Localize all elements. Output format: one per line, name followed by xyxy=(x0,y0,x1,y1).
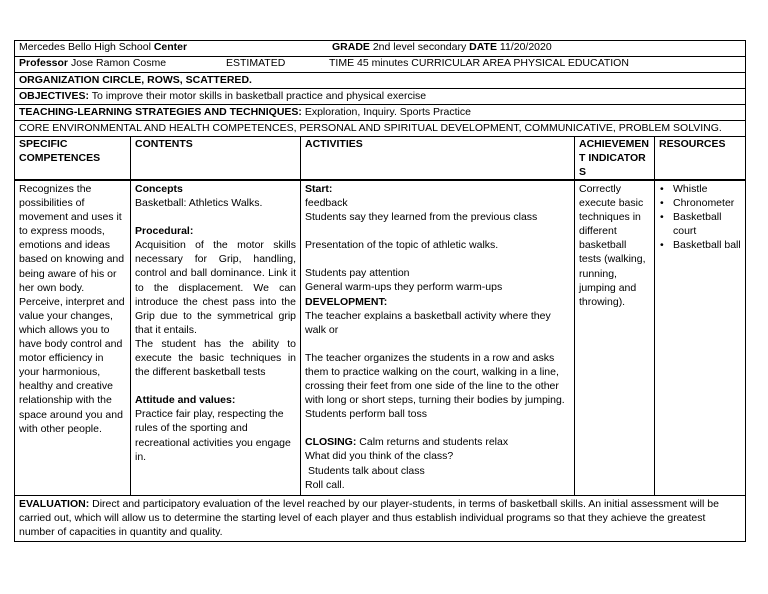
content-row xyxy=(15,181,745,496)
grade-value: 2nd level secondary xyxy=(372,41,467,53)
organization-text: ORGANIZATION CIRCLE, ROWS, SCATTERED. xyxy=(19,74,252,86)
question-text: What did you think of the class? xyxy=(305,450,454,463)
development-label: DEVELOPMENT: xyxy=(305,295,388,308)
objectives-text: To improve their motor skills in basketball practice and physical exercise xyxy=(91,90,427,102)
date-label: DATE xyxy=(469,41,497,53)
evaluation-label: EVALUATION: xyxy=(19,497,90,510)
strategies-text: Exploration, Inquiry. Sports Practice xyxy=(304,106,471,118)
resource-item: • Basketball court xyxy=(671,210,741,238)
header-row-school xyxy=(15,41,745,57)
presentation-text: Presentation of the topic of athletic walks. xyxy=(305,239,499,252)
attitude-text: Practice fair play, respecting the rules of the sporting and recreational activities you engage in. xyxy=(135,408,291,463)
feedback-text: feedback xyxy=(305,197,348,210)
competences-cell xyxy=(15,181,131,495)
warmup-text: General warm-ups they perform warm-ups xyxy=(305,281,503,294)
lesson-plan-table xyxy=(14,40,746,542)
professor-cell xyxy=(19,57,166,70)
explains-text: The teacher explains a basketball activity where they walk or xyxy=(305,309,551,336)
col-header-achievement: ACHIEVEMEN T INDICATORS xyxy=(575,137,655,180)
school-name: Mercedes Bello High School xyxy=(19,41,151,53)
strategies-row xyxy=(15,105,745,121)
contents-cell xyxy=(131,181,301,495)
center-label: Center xyxy=(153,41,188,53)
ability-text: The student has the ability to execute the basic techniques in the different basketball tests xyxy=(135,337,296,379)
rollcall-text: Roll call. xyxy=(305,478,345,491)
closing-label: CLOSING: xyxy=(305,436,357,449)
organization-row xyxy=(15,73,745,89)
column-header-row xyxy=(15,137,745,181)
start-label: Start: xyxy=(305,183,333,195)
competences-text: Recognizes the possibilities of movement and uses it to express moods, emotions and ideas based on knowing and being aware of his or her own body. Perceive, interpret and value your changes, which allows you to have body control and motor efficiency in your harmonious, healthy and creative relationship with the space around you and with other people. xyxy=(19,183,125,435)
previous-class-text: Students say they learned from the previous class xyxy=(305,211,538,224)
estimated-label: ESTIMATED xyxy=(226,57,286,69)
resource-item: • Basketball ball xyxy=(671,238,741,252)
col-header-resources: RESOURCES xyxy=(655,137,745,180)
professor-name: Jose Ramon Cosme xyxy=(70,57,167,69)
school-cell xyxy=(19,41,187,54)
core-competences-row xyxy=(15,121,745,137)
resources-cell xyxy=(655,181,745,495)
resources-list xyxy=(659,182,741,252)
objectives-row xyxy=(15,89,745,105)
strategies-label: TEACHING-LEARNING STRATEGIES AND TECHNIQUES: xyxy=(19,106,302,118)
ball-toss-text: Students perform ball toss xyxy=(305,408,427,421)
resource-item: • Whistle xyxy=(671,182,741,196)
evaluation-row xyxy=(15,496,745,541)
date-value: 11/20/2020 xyxy=(499,41,552,53)
professor-label: Professor xyxy=(19,57,69,69)
achievement-text: Correctly execute basic techniques in different basketball tests (walking, running, jumping and throwing). xyxy=(579,183,646,308)
talk-text: Students talk about class xyxy=(308,464,425,477)
activities-cell xyxy=(301,181,575,495)
time-area-text: TIME 45 minutes CURRICULAR AREA PHYSICAL EDUCATION xyxy=(329,57,629,69)
concepts-text: Basketball: Athletics Walks. xyxy=(135,197,263,210)
procedural-text: Acquisition of the motor skills necessary for Grip, handling, control and ball dominance. Link it to the displacement. We can introduce the chest pass into the Grip due to the symmetrical grip that it entails. xyxy=(135,239,296,336)
grade-date-cell xyxy=(332,41,552,54)
procedural-label: Procedural: xyxy=(135,225,194,238)
closing-text: Calm returns and students relax xyxy=(359,436,509,449)
col-header-competences: SPECIFIC COMPETENCES xyxy=(15,137,131,180)
objectives-label: OBJECTIVES: xyxy=(19,90,90,102)
core-competences-text: CORE ENVIRONMENTAL AND HEALTH COMPETENCES, PERSONAL AND SPIRITUAL DEVELOPMENT, COMMUNICATIVE, PROBLEM SOLVING. xyxy=(19,122,722,134)
grade-label: GRADE xyxy=(332,41,370,53)
col-header-activities: ACTIVITIES xyxy=(301,137,575,180)
concepts-label: Concepts xyxy=(135,183,183,195)
col-header-contents: CONTENTS xyxy=(131,137,301,180)
header-row-professor xyxy=(15,57,745,73)
achievement-cell xyxy=(575,181,655,495)
organizes-text: The teacher organizes the students in a row and asks them to practice walking on the court, walking in a line, crossing their feet from one side of the line to the other with long or short steps, turning their bodies by jumping. xyxy=(305,351,565,407)
resource-item: • Chronometer xyxy=(671,196,741,210)
attention-text: Students pay attention xyxy=(305,267,410,280)
attitude-label: Attitude and values: xyxy=(135,394,236,407)
evaluation-text: Direct and participatory evaluation of the level reached by our player-students, in terms of basketball skills. An initial assessment will be carried out, which will allow us to determine the starting level of each player and thus establish individual programs so that they achieve the greatest number of capacities in quantity and quality. xyxy=(19,497,719,538)
